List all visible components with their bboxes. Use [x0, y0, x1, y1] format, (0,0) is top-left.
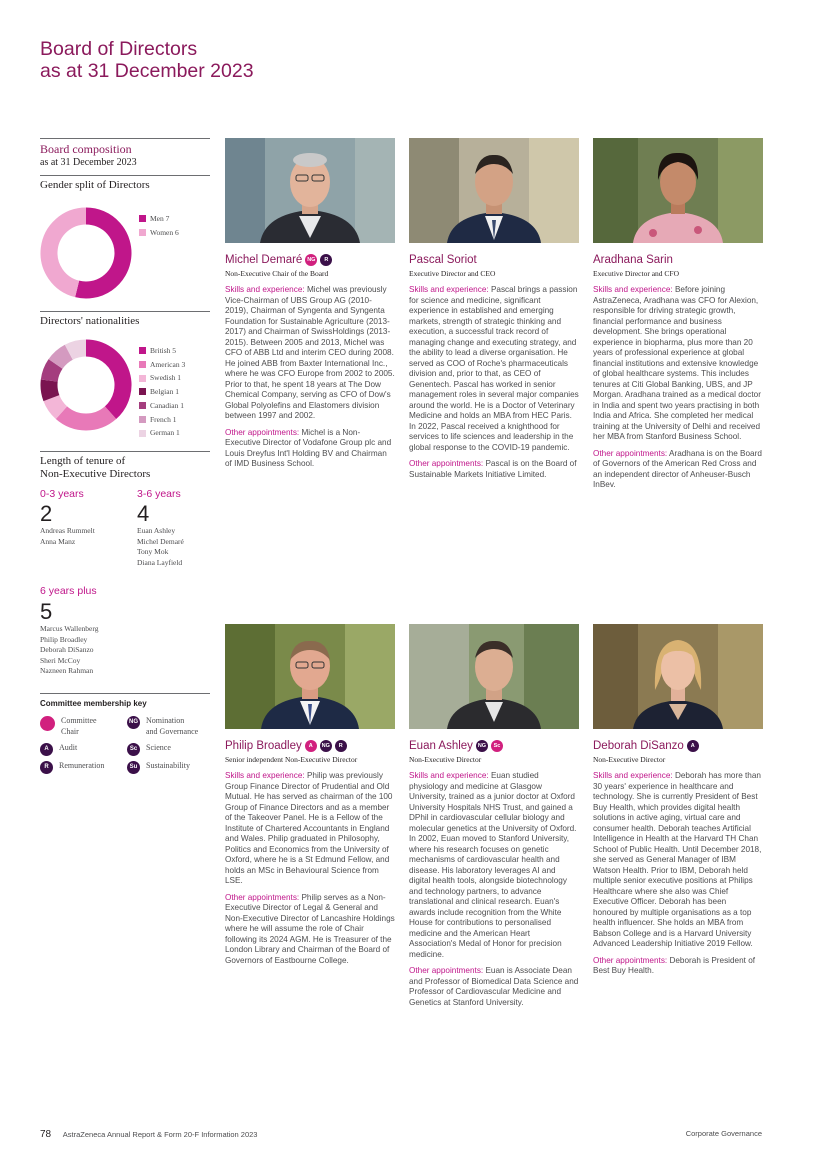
remuneration-badge-icon: R	[40, 761, 53, 774]
director-name: Deborah DiSanzo	[593, 740, 684, 752]
director-name: Pascal Soriot	[409, 254, 477, 266]
science-badge-icon: Sc	[127, 743, 140, 756]
tenure-name: Diana Layfield	[137, 557, 183, 567]
director-name: Euan Ashley	[409, 740, 473, 752]
audit-badge-icon: A	[305, 740, 317, 752]
nationality-legend-item	[139, 371, 185, 385]
tenure-group	[40, 488, 130, 547]
tenure-name: Michel Demaré	[137, 536, 184, 546]
nationality-slice-6	[69, 348, 86, 352]
tenure-name: Philip Broadley	[40, 634, 88, 644]
appointments-label: Other appointments:	[593, 955, 668, 965]
remuneration-badge-icon: R	[320, 254, 332, 266]
director-bio	[225, 771, 395, 966]
nationalities-heading: Directors' nationalities	[40, 315, 140, 327]
tenure-count: 2	[40, 501, 53, 526]
nomination-badge-icon: NG	[476, 740, 488, 752]
tenure-count: 5	[40, 599, 53, 624]
director-role: Non-Executive Chair of the Board	[225, 269, 329, 278]
nationality-slice-4	[49, 364, 55, 381]
nomination-badge-icon: NG	[127, 716, 140, 729]
key-sustainability	[127, 761, 190, 774]
tenure-heading	[40, 455, 210, 481]
director-photo	[409, 138, 579, 243]
legend-swatch-icon	[139, 430, 146, 437]
gender-heading: Gender split of Directors	[40, 179, 150, 191]
tenure-heading-line2: Non-Executive Directors	[40, 468, 151, 480]
gender-slice-0	[77, 216, 123, 290]
gender-donut-chart	[40, 207, 132, 299]
nationalities-donut-chart	[40, 339, 132, 431]
tenure-name: Andreas Rummelt	[40, 526, 95, 535]
nationality-slice-0	[86, 348, 123, 413]
tenure-name: Tony Mok	[137, 547, 169, 556]
legend-swatch-icon	[139, 375, 146, 382]
nomination-badge-icon: NG	[305, 254, 317, 266]
skills-text: Philip was previously Group Finance Director of Prudential and Old Mutual. He has served as chairman of the 100 Group of Finance Directors and as a member of the Takeover Panel. He is a Fellow of the Institute of Chartered Accountants in England and Wales. Philip graduated in Philosophy, Politics and Economics from the University of Oxford, where he is a St Edmund Fellow, and holds an MSc in Behavioural Science from LSE.	[225, 771, 393, 885]
director-role: Non-Executive Director	[593, 755, 666, 764]
nationality-slice-2	[51, 398, 61, 413]
gender-legend-item	[139, 212, 179, 226]
legend-swatch-icon	[139, 229, 146, 236]
appointments-label: Other appointments:	[409, 966, 484, 975]
key-committee-chair	[40, 716, 97, 737]
page-number: 78	[40, 1129, 52, 1140]
key-label: Audit	[59, 743, 78, 752]
tenure-group	[40, 585, 160, 677]
director-name: Aradhana Sarin	[593, 254, 673, 266]
skills-text: Euan studied physiology and medicine at Glasgow University, trained as a junior doctor at Oxford University Hospitals NHS Trust, and gained a DPhil in cardiovascular cellular biology and molecular genetics at the University of Oxford. In 2002, Euan moved to Stanford University, where his research focuses on genetic mechanisms of cardiovascular health and disease. His laboratory leverages AI and digital health tools, alongside biotechnology and technology partners, to advance translational and clinical research. Euan's awards include recognition from the White House for contributions to personalised medicine and the American Heart Association's Medal of Honor for precision medicine.	[409, 771, 577, 959]
director-card	[225, 624, 395, 966]
legend-label: Canadian 1	[150, 400, 184, 410]
appointments-label: Other appointments:	[225, 427, 300, 437]
appointments-label: Other appointments:	[225, 892, 300, 902]
skills-label: Skills and experience:	[225, 771, 305, 780]
director-bio	[225, 285, 395, 470]
key-label: Sustainability	[146, 761, 190, 770]
board-composition-panel	[40, 138, 210, 192]
director-role: Executive Director and CEO	[409, 269, 496, 278]
appointments-text: Aradhana is on the Board of Governors of the American Red Cross and an independent director of Anheuser-Busch InBev.	[593, 448, 762, 489]
key-audit	[40, 743, 77, 756]
tenure-name: Anna Manz	[40, 536, 76, 546]
legend-label: Men 7	[150, 214, 170, 223]
key-label: and Governance	[146, 726, 199, 736]
appointments-text: Euan is Associate Dean and Professor of Biomedical Data Science and Professor of Cardiovascular Medicine and Genetics at Stanford University.	[409, 966, 579, 1007]
key-label: Chair	[61, 726, 79, 736]
director-bio	[409, 771, 579, 1008]
legend-swatch-icon	[139, 347, 146, 354]
legend-swatch-icon	[139, 388, 146, 395]
key-label: Remuneration	[59, 761, 105, 770]
director-card	[593, 138, 763, 491]
skills-text: Pascal brings a passion for science and medicine, significant experience in established and emerging markets, strength of strategic thinking and execution, a successful track record of managing change and executing strategy, and the ability to lead a diverse organisation. He served as COO of Roche's pharmaceuticals division and, prior to that, as CEO of Genentech. Pascal has worked in senior management roles in several major companies around the world. He is a Doctor of Veterinary Medicine and holds an MBA from HEC Paris. In 2022, Pascal received a knighthood for services to life sciences and leadership in the global response to the COVID-19 pandemic.	[409, 285, 579, 452]
nomination-badge-icon: NG	[320, 740, 332, 752]
tenure-label: 3-6 years	[137, 488, 181, 500]
key-science	[127, 743, 171, 756]
director-name: Philip Broadley	[225, 740, 302, 752]
director-bio	[593, 771, 763, 977]
legend-swatch-icon	[139, 402, 146, 409]
key-nomination	[127, 716, 198, 737]
legend-label: Swedish 1	[150, 373, 182, 383]
skills-label: Skills and experience:	[593, 285, 673, 294]
publication-name: AstraZeneca Annual Report & Form 20-F Information 2023	[62, 1130, 258, 1139]
composition-subtitle: as at 31 December 2023	[40, 157, 137, 168]
legend-label: Women 6	[150, 227, 179, 237]
key-label: Nomination	[146, 716, 185, 725]
science-badge-icon: Sc	[491, 740, 503, 752]
audit-badge-icon: A	[40, 743, 53, 756]
director-card	[409, 138, 579, 480]
director-card	[593, 624, 763, 977]
nationality-slice-5	[56, 352, 69, 364]
skills-text: Before joining AstraZeneca, Aradhana was CFO for Alexion, responsible for driving strategic growth, financial performance and business development. She brings operational experience in biopharma, plus more than 20 years of professional experience at global financial institutions and extensive knowledge of global healthcare systems. This includes tenures at Citi Global Banking, UBS, and JP Morgan. Aradhana trained as a medical doctor in India and spent two years practising in both India and Africa. She completed her medical training at the University of Delhi and received her MBA from Stanford Business School.	[593, 285, 761, 441]
nationality-slice-1	[61, 413, 110, 422]
gender-legend	[139, 212, 179, 239]
nationality-legend-item	[139, 385, 185, 399]
nationality-legend-item	[139, 426, 185, 440]
tenure-heading-line1: Length of tenure of	[40, 455, 126, 467]
legend-swatch-icon	[139, 416, 146, 423]
skills-text: Michel was previously Vice-Chairman of UBS Group AG (2010-2019), Chairman of Syngenta and Syngenta Foundation for Sustainable Agriculture (2013-2017) and Chairman of SwissHoldings (2013-2015). Between 2005 and 2013, Michel was CFO of ABB Ltd and interim CEO during 2008. He joined ABB from Baxter International Inc., where he was CFO Europe from 2002 to 2005. Prior to that, he spent 18 years at The Dow Chemical Company, serving as CFO of Dow's Global Polyolefins and Elastomers division between 1997 and 2002.	[225, 285, 395, 420]
director-card	[225, 138, 395, 470]
tenure-group	[137, 488, 217, 568]
tenure-name: Nazneen Rahman	[40, 666, 94, 675]
appointments-text: Pascal is on the Board of Sustainable Markets Initiative Limited.	[409, 459, 577, 479]
appointments-label: Other appointments:	[593, 448, 668, 458]
nationality-legend-item	[139, 344, 185, 358]
skills-text: Deborah has more than 30 years' experience in healthcare and technology. She is currently President of Best Buy Health, which provides digital health solutions in active aging, virtual care and consumer health. Deborah teaches Artificial Intelligence in Health at the Harvard TH Chan School of Public Health. Until December 2018, she served as General Manager of IBM Watson Health. Prior to IBM, Deborah held multiple senior executive positions at Philips Healthcare where she also was Chief Executive Officer. Deborah has been honoured by multiple organisations as a top health influencer. She holds an MBA from Babson College and is a Harvard University Advanced Leadership Initiative 2019 Fellow.	[593, 771, 762, 948]
skills-label: Skills and experience:	[593, 771, 673, 780]
director-photo	[409, 624, 579, 729]
tenure-name: Marcus Wallenberg	[40, 624, 99, 633]
director-bio	[409, 285, 579, 480]
director-name: Michel Demaré	[225, 254, 303, 266]
committee-key-title: Committee membership key	[40, 699, 147, 708]
appointments-text: Deborah is President of Best Buy Health.	[593, 955, 756, 975]
tenure-label: 0-3 years	[40, 488, 84, 500]
gender-legend-item	[139, 226, 179, 240]
director-role: Non-Executive Director	[409, 755, 482, 764]
key-label: Committee	[61, 716, 97, 725]
remuneration-badge-icon: R	[335, 740, 347, 752]
nationality-slice-3	[49, 381, 51, 399]
director-role: Executive Director and CFO	[593, 269, 680, 278]
tenure-label: 6 years plus	[40, 585, 97, 597]
legend-label: German 1	[150, 428, 180, 438]
appointments-label: Other appointments:	[409, 459, 484, 468]
skills-label: Skills and experience:	[409, 771, 489, 780]
audit-badge-icon: A	[687, 740, 699, 752]
tenure-name: Sheri McCoy	[40, 655, 81, 665]
skills-label: Skills and experience:	[409, 285, 489, 294]
legend-label: French 1	[150, 414, 177, 424]
sustainability-badge-icon: Su	[127, 761, 140, 774]
composition-title: Board composition	[40, 142, 132, 156]
skills-label: Skills and experience:	[225, 285, 305, 294]
key-remuneration	[40, 761, 104, 774]
director-card	[409, 624, 579, 1008]
nationalities-legend	[139, 344, 185, 440]
director-photo	[225, 138, 395, 243]
director-photo	[225, 624, 395, 729]
page-title	[40, 38, 254, 82]
footer	[40, 1129, 257, 1140]
director-bio	[593, 285, 763, 491]
director-photo	[593, 624, 763, 729]
nationality-legend-item	[139, 358, 185, 372]
director-role: Senior independent Non-Executive Director	[225, 755, 358, 764]
nationality-legend-item	[139, 399, 185, 413]
tenure-name: Deborah DiSanzo	[40, 645, 94, 654]
tenure-count: 4	[137, 501, 150, 526]
key-label: Science	[146, 743, 171, 752]
tenure-name: Euan Ashley	[137, 526, 176, 535]
page-title-line1: Board of Directors	[40, 38, 198, 60]
gender-slice-1	[49, 216, 86, 289]
page-title-line2: as at 31 December 2023	[40, 60, 254, 82]
appointments-text: Philip serves as a Non-Executive Director of Legal & General and Non-Executive Director of Lancashire Holdings where he will assume the role of Chair following its 2024 AGM. He is Treasurer of the London Library and Chairman of the Board of Governors of Eastbourne College.	[225, 892, 395, 965]
legend-label: British 5	[150, 346, 177, 355]
director-photo	[593, 138, 763, 243]
legend-swatch-icon	[139, 215, 146, 222]
committee-chair-dot-icon	[40, 716, 55, 731]
legend-label: Belgian 1	[150, 387, 179, 397]
legend-swatch-icon	[139, 361, 146, 368]
appointments-text: Michel is a Non-Executive Director of Vodafone Group plc and Louis Dreyfus Int'l Holding BV and Chairman of IMD Business School.	[225, 427, 392, 468]
nationality-legend-item	[139, 413, 185, 427]
footer-section: Corporate Governance	[685, 1129, 762, 1138]
legend-label: American 3	[150, 359, 186, 369]
